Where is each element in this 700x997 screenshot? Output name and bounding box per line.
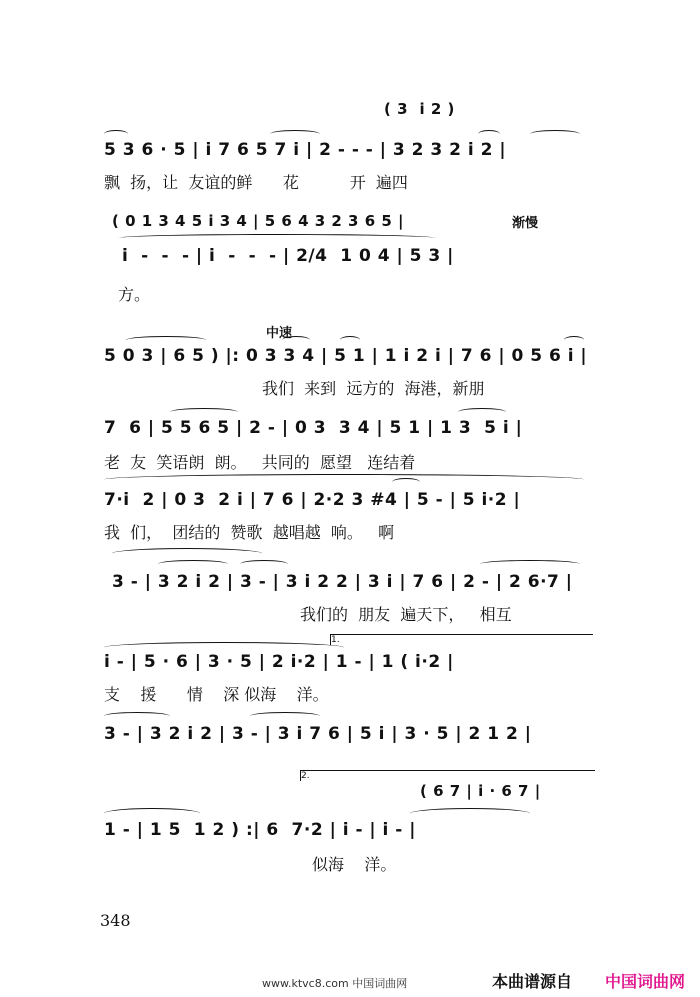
tempo-mark: 中速 — [266, 326, 293, 341]
footer-brand-logo[interactable]: 中国词曲网 — [605, 972, 686, 991]
volta-2 — [300, 770, 595, 781]
tie — [104, 642, 344, 653]
lyrics-row-3: 我们 来到 远方的 海港，新朋 — [262, 379, 485, 398]
slur — [170, 408, 238, 416]
slur — [282, 336, 310, 344]
intro-notes-9: ( 6 7 | i · 6 7 | — [420, 782, 541, 800]
notes-row-5: 7·i 2 | 0 3 2 i | 7 6 | 2·2 3 #4 | 5 - | 5 i·2 | — [104, 490, 521, 510]
slur — [564, 336, 584, 344]
tie — [104, 808, 200, 819]
notes-row-2a: ( 0 1 3 4 5 i 3 4 | 5 6 4 3 2 3 6 5 | — [112, 212, 405, 230]
slur — [250, 712, 320, 720]
slur — [480, 560, 580, 568]
slur — [112, 548, 262, 559]
lyrics-row-2: 方。 — [118, 285, 151, 304]
volta-1 — [330, 634, 593, 645]
lyrics-row-9: 似海 洋。 — [312, 855, 397, 874]
notes-row-2b: i - - - | i - - - | 2/4 1 0 4 | 5 3 | — [122, 246, 454, 266]
tie — [104, 474, 584, 485]
volta-label: 1. — [331, 635, 340, 645]
notes-row-1: 5 3 6 · 5 | i 7 6 5 7 i | 2 - - - | 3 2 3 2 i 2 | — [104, 140, 507, 160]
notes-row-4: 7 6 | 5 5 6 5 | 2 - | 0 3 3 4 | 5 1 | 1 3 5 i | — [104, 418, 523, 438]
notes-row-9: 1 - | 1 5 1 2 ) :| 6 7·2 | i - | i - | — [104, 820, 416, 840]
page-number: 348 — [100, 911, 131, 930]
intro-notes-1: ( 3 i 2 ) — [384, 100, 455, 118]
lyrics-row-6: 我们的 朋友 遍天下， 相互 — [300, 605, 512, 624]
slur — [530, 130, 580, 138]
slur — [158, 560, 228, 568]
volta-label: 2. — [301, 771, 310, 781]
footer-source-label: 本曲谱源自 — [492, 972, 573, 991]
slur — [340, 336, 360, 344]
lyrics-row-5: 我 们， 团结的 赞歌 越唱越 响。 啊 — [104, 523, 395, 542]
notes-row-8: 3 - | 3 2 i 2 | 3 - | 3 i 7 6 | 5 i | 3 · 5 | 2 1 2 | — [104, 724, 532, 744]
tie — [410, 808, 530, 819]
footer-url[interactable]: www.ktvc8.com 中国词曲网 — [262, 977, 408, 990]
slur — [458, 408, 506, 416]
tie — [118, 234, 436, 242]
notes-row-3: 5 0 3 | 6 5 ) |: 0 3 3 4 | 5 1 | 1 i 2 i | 7 6 | 0 5 6 i | — [104, 346, 588, 366]
slur — [126, 336, 206, 344]
slur — [478, 130, 500, 138]
lyrics-row-7: 支 援 情 深 似海 洋。 — [104, 685, 329, 704]
notes-row-6: 3 - | 3 2 i 2 | 3 - | 3 i 2 2 | 3 i | 7 6 | 2 - | 2 6·7 | — [112, 572, 573, 592]
slur — [104, 712, 170, 720]
lyrics-row-4: 老 友 笑语朗 朗。 共同的 愿望 连结着 — [104, 453, 416, 472]
lyrics-row-1: 飘 扬，让 友谊的鲜 花 开 遍四 — [104, 173, 408, 192]
slur — [104, 130, 128, 138]
tempo-mark: 渐慢 — [512, 216, 539, 231]
notes-row-7: i - | 5 · 6 | 3 · 5 | 2 i·2 | 1 - | 1 ( i·2 | — [104, 652, 454, 672]
slur — [240, 560, 288, 568]
slur — [270, 130, 320, 138]
